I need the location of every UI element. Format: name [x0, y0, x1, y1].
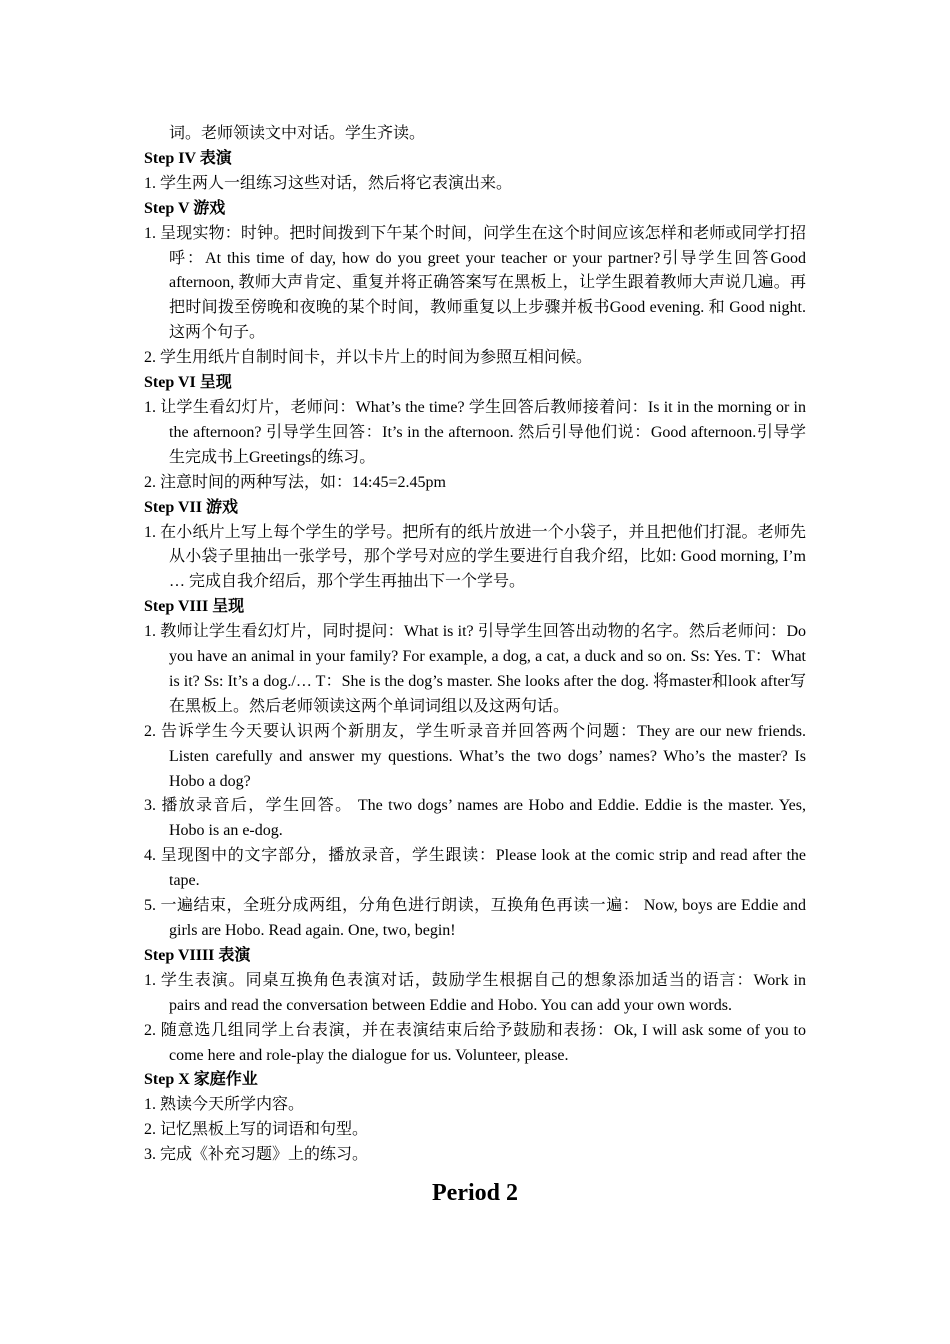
step-heading: Step VIIII 表演: [144, 946, 251, 964]
list-item: 2. 随意选几组同学上台表演，并在表演结束后给予鼓励和表扬：Ok, I will ask some of you to come here and role-play the dialogue for us. Volunteer, please.: [144, 1021, 806, 1064]
list-item: 3. 播放录音后，学生回答。 The two dogs’ names are Hobo and Eddie. Eddie is the master. Yes, Hobo is an e-dog.: [144, 797, 806, 840]
paragraph-continuation: 词。老师领读文中对话。学生齐读。: [169, 125, 426, 142]
step-heading: Step IV 表演: [144, 149, 232, 167]
list-item: 2. 记忆黑板上写的词语和句型。: [144, 1121, 369, 1139]
list-item: 2. 学生用纸片自制时间卡，并以卡片上的时间为参照互相问候。: [144, 349, 593, 367]
list-item: 1. 学生两人一组练习这些对话，然后将它表演出来。: [144, 174, 513, 192]
list-item: 2. 告诉学生今天要认识两个新朋友，学生听录音并回答两个问题：They are our new friends. Listen carefully and answer my questions. What’s the two dogs’ names? Who’s the master? Is Hobo a dog?: [144, 722, 806, 790]
step-heading: Step VI 呈现: [144, 374, 232, 392]
list-item: 1. 在小纸片上写上每个学生的学号。把所有的纸片放进一个小袋子，并且把他们打混。老师先从小袋子里抽出一张学号，那个学号对应的学生要进行自我介绍，比如: Good morning, I’m … 完成自我介绍后，那个学生再抽出下一个学号。: [144, 523, 806, 591]
list-item: 5. 一遍结束，全班分成两组，分角色进行朗读，互换角色再读一遍： Now, boys are Eddie and girls are Hobo. Read again. One, two, begin!: [144, 897, 806, 939]
list-item: 1. 教师让学生看幻灯片，同时提问：What is it? 引导学生回答出动物的名字。然后老师问：Do you have an animal in your family? For example, a dog, a cat, a duck and so on. Ss: Yes. T：What is it? Ss: It’s a dog./… T：She is the dog’s master. She looks after the dog. 将master和look after写在黑板上。然后老师领读这两个单词词组以及这两句话。: [144, 623, 806, 715]
document-page: [144, 122, 806, 1208]
list-item: 3. 完成《补充习题》上的练习。: [144, 1146, 369, 1164]
step-heading: Step VIII 呈现: [144, 598, 245, 616]
list-item: 1. 呈现实物：时钟。把时间拨到下午某个时间，问学生在这个时间应该怎样和老师或同学打招呼：At this time of day, how do you greet your teacher or your partner?引导学生回答Good afternoon, 教师大声肯定、重复并将正确答案写在黑板上，让学生跟着教师大声说几遍。再把时间拨至傍晚和夜晚的某个时间，教师重复以上步骤并板书Good evening. 和 Good night.这两个句子。: [144, 224, 806, 342]
step-heading: Step X 家庭作业: [144, 1071, 258, 1089]
step-heading: Step V 游戏: [144, 199, 226, 217]
period-title: Period 2: [432, 1180, 518, 1207]
step-heading: Step VII 游戏: [144, 498, 238, 516]
list-item: 1. 熟读今天所学内容。: [144, 1096, 305, 1114]
list-item: 1. 学生表演。同桌互换角色表演对话，鼓励学生根据自己的想象添加适当的语言：Work in pairs and read the conversation between Eddie and Hobo. You can add your own words.: [144, 971, 806, 1014]
list-item: 2. 注意时间的两种写法，如：14:45=2.45pm: [144, 473, 446, 491]
list-item: 1. 让学生看幻灯片，老师问：What’s the time? 学生回答后教师接着问：Is it in the morning or in the afternoon? 引导学生回答：It’s in the afternoon. 然后引导他们说：Good afternoon.引导学生完成书上Greetings的练习。: [144, 398, 806, 466]
list-item: 4. 呈现图中的文字部分，播放录音，学生跟读：Please look at the comic strip and read after the tape.: [144, 847, 806, 890]
